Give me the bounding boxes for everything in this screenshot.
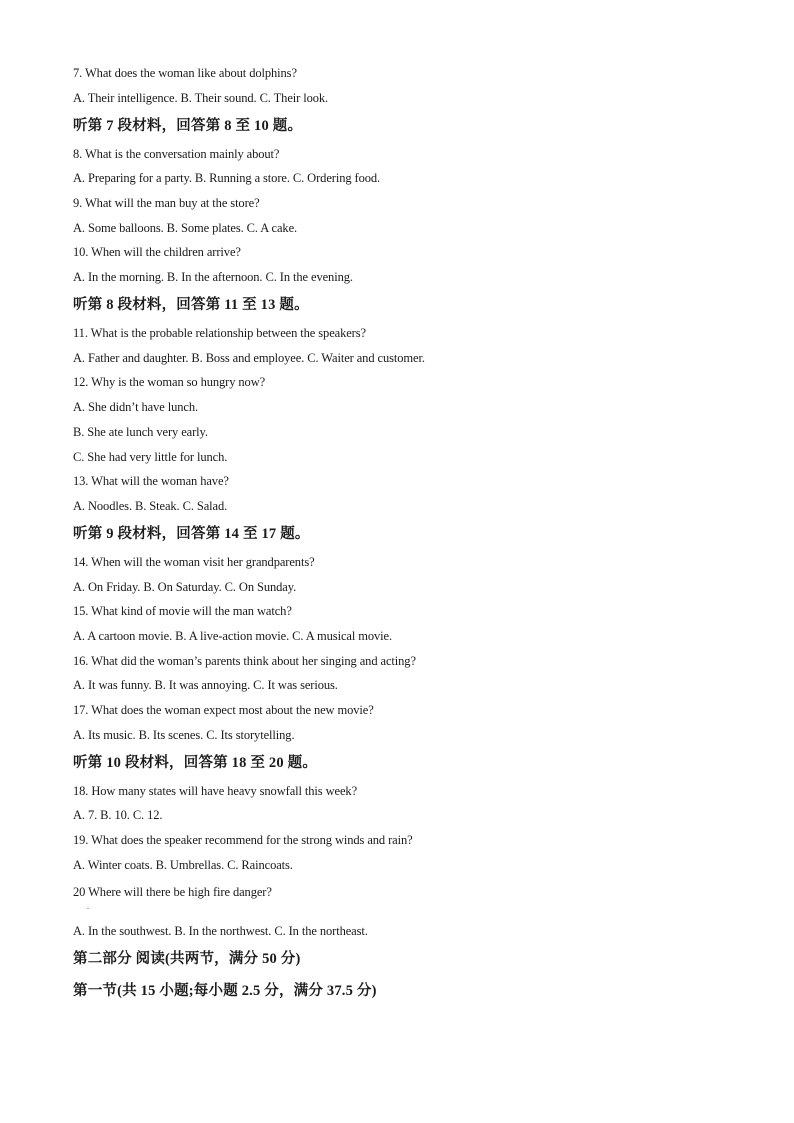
section-one-heading: 第一节(共 15 小题;每小题 2.5 分，满分 37.5 分) — [73, 983, 377, 999]
section-heading-8: 听第 8 段材料，回答第 11 至 13 题。 — [73, 297, 309, 313]
section-heading-9: 听第 9 段材料，回答第 14 至 17 题。 — [73, 526, 310, 542]
question-15: 15. What kind of movie will the man watch? — [73, 604, 292, 618]
options-19: A. Winter coats. B. Umbrellas. C. Raincoats. — [73, 858, 293, 872]
question-16: 16. What did the woman’s parents think about her singing and acting? — [73, 654, 416, 668]
options-7: A. Their intelligence. B. Their sound. C. Their look. — [73, 91, 329, 105]
question-8: 8. What is the conversation mainly about? — [73, 147, 280, 161]
options-20: A. In the southwest. B. In the northwest. C. In the northeast. — [73, 924, 368, 938]
question-9: 9. What will the man buy at the store? — [73, 196, 260, 210]
stray-mark: . — [87, 902, 89, 911]
options-15: A. A cartoon movie. B. A live-action movie. C. A musical movie. — [73, 629, 393, 643]
option-12c: C. She had very little for lunch. — [73, 450, 228, 464]
options-13: A. Noodles. B. Steak. C. Salad. — [73, 499, 228, 513]
options-11: A. Father and daughter. B. Boss and employee. C. Waiter and customer. — [73, 351, 425, 365]
question-7: 7. What does the woman like about dolphins? — [73, 66, 297, 80]
options-8: A. Preparing for a party. B. Running a store. C. Ordering food. — [73, 171, 381, 185]
part-two-heading: 第二部分 阅读(共两节，满分 50 分) — [73, 951, 301, 967]
options-17: A. Its music. B. Its scenes. C. Its storytelling. — [73, 728, 295, 742]
options-16: A. It was funny. B. It was annoying. C. It was serious. — [73, 678, 338, 692]
question-19: 19. What does the speaker recommend for the strong winds and rain? — [73, 833, 413, 847]
question-12: 12. Why is the woman so hungry now? — [73, 375, 266, 389]
question-17: 17. What does the woman expect most about the new movie? — [73, 703, 374, 717]
section-heading-7: 听第 7 段材料，回答第 8 至 10 题。 — [73, 118, 303, 134]
options-14: A. On Friday. B. On Saturday. C. On Sunday. — [73, 580, 297, 594]
options-9: A. Some balloons. B. Some plates. C. A cake. — [73, 221, 298, 235]
question-13: 13. What will the woman have? — [73, 474, 229, 488]
options-18: A. 7. B. 10. C. 12. — [73, 808, 163, 822]
question-20: 20 Where will there be high fire danger? — [73, 885, 272, 899]
option-12b: B. She ate lunch very early. — [73, 425, 208, 439]
question-14: 14. When will the woman visit her grandparents? — [73, 555, 315, 569]
options-10: A. In the morning. B. In the afternoon. C. In the evening. — [73, 270, 353, 284]
section-heading-10: 听第 10 段材料，回答第 18 至 20 题。 — [73, 755, 318, 771]
option-12a: A. She didn’t have lunch. — [73, 400, 199, 414]
question-11: 11. What is the probable relationship between the speakers? — [73, 326, 366, 340]
question-10: 10. When will the children arrive? — [73, 245, 241, 259]
question-18: 18. How many states will have heavy snowfall this week? — [73, 784, 358, 798]
